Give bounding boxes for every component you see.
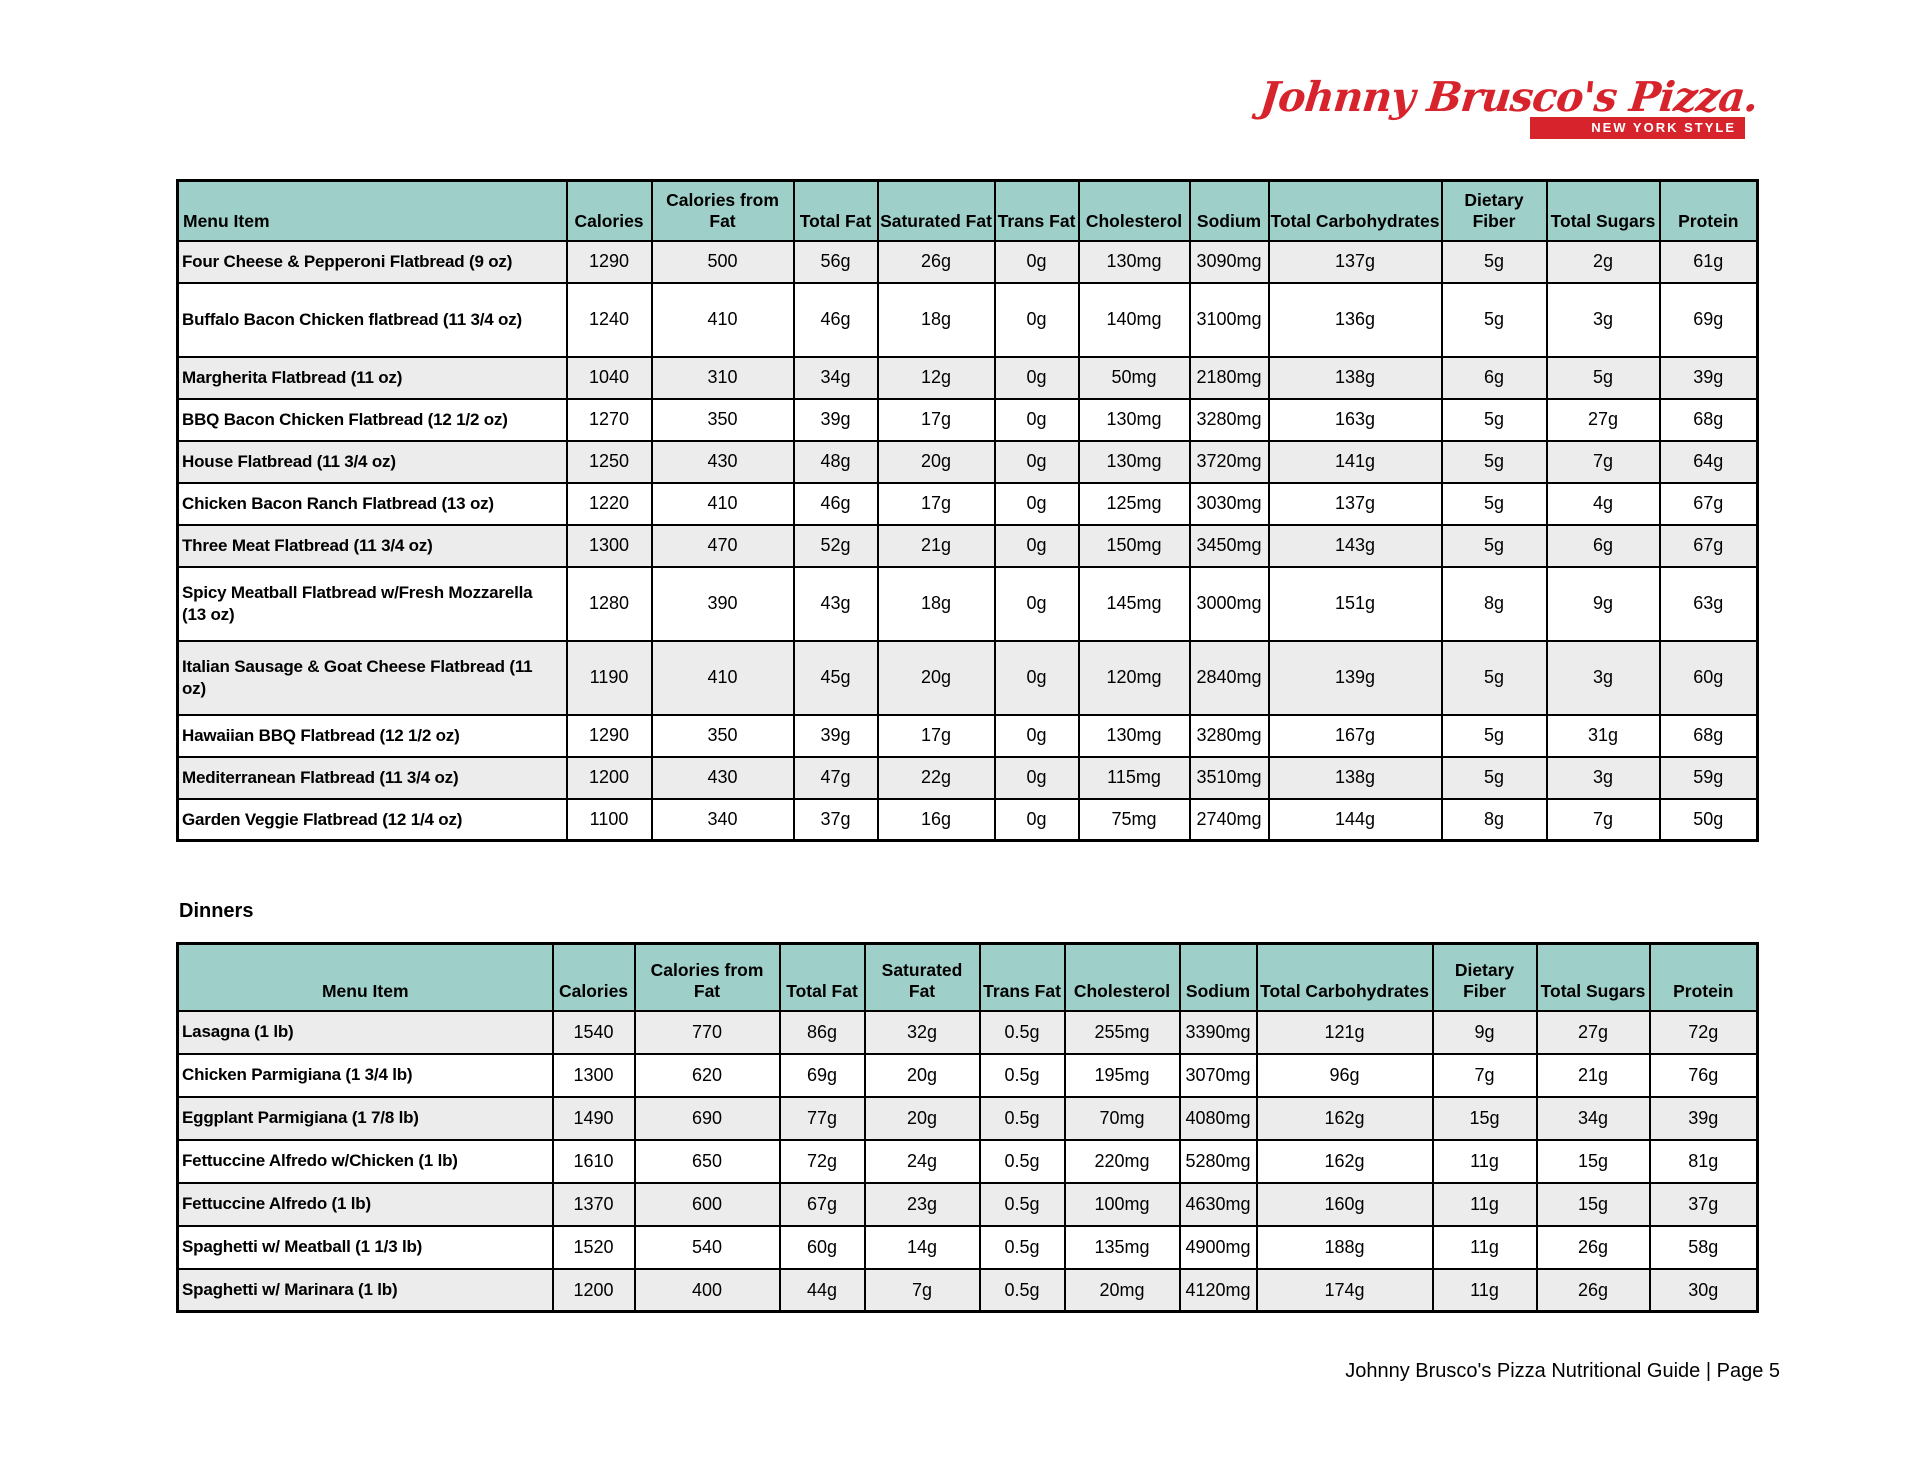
- value-cell: 6g: [1442, 357, 1547, 399]
- value-cell: 1270: [567, 399, 652, 441]
- value-cell: 340: [652, 799, 794, 841]
- value-cell: 60g: [1660, 641, 1758, 715]
- table-row: [178, 1226, 1758, 1269]
- value-cell: 14g: [865, 1226, 980, 1269]
- menu-item-cell: Chicken Parmigiana (1 3/4 lb): [178, 1054, 553, 1097]
- section-heading-dinners: Dinners: [179, 900, 254, 922]
- value-cell: 8g: [1442, 567, 1547, 641]
- value-cell: 67g: [1660, 525, 1758, 567]
- menu-item-cell: Lasagna (1 lb): [178, 1011, 553, 1054]
- value-cell: 67g: [1660, 483, 1758, 525]
- value-cell: 137g: [1269, 483, 1442, 525]
- value-cell: 68g: [1660, 715, 1758, 757]
- value-cell: 0g: [995, 241, 1079, 283]
- value-cell: 34g: [794, 357, 878, 399]
- column-header: Total Sugars: [1537, 944, 1650, 1011]
- value-cell: 3070mg: [1180, 1054, 1257, 1097]
- value-cell: 174g: [1257, 1269, 1433, 1312]
- value-cell: 48g: [794, 441, 878, 483]
- value-cell: 5g: [1442, 757, 1547, 799]
- value-cell: 310: [652, 357, 794, 399]
- menu-item-cell: Fettuccine Alfredo w/Chicken (1 lb): [178, 1140, 553, 1183]
- value-cell: 46g: [794, 483, 878, 525]
- value-cell: 44g: [780, 1269, 865, 1312]
- value-cell: 81g: [1650, 1140, 1758, 1183]
- value-cell: 50g: [1660, 799, 1758, 841]
- value-cell: 72g: [1650, 1011, 1758, 1054]
- value-cell: 140mg: [1079, 283, 1190, 357]
- value-cell: 31g: [1547, 715, 1660, 757]
- value-cell: 9g: [1547, 567, 1660, 641]
- value-cell: 7g: [865, 1269, 980, 1312]
- table-row: [178, 1269, 1758, 1312]
- value-cell: 1250: [567, 441, 652, 483]
- value-cell: 255mg: [1065, 1011, 1180, 1054]
- value-cell: 9g: [1433, 1011, 1537, 1054]
- table-row: [178, 1140, 1758, 1183]
- value-cell: 15g: [1537, 1183, 1650, 1226]
- menu-item-cell: Three Meat Flatbread (11 3/4 oz): [178, 525, 567, 567]
- value-cell: 1370: [553, 1183, 635, 1226]
- value-cell: 1520: [553, 1226, 635, 1269]
- value-cell: 0g: [995, 441, 1079, 483]
- brand-tagline: NEW YORK STYLE: [1530, 117, 1745, 139]
- value-cell: 125mg: [1079, 483, 1190, 525]
- value-cell: 410: [652, 483, 794, 525]
- menu-item-cell: House Flatbread (11 3/4 oz): [178, 441, 567, 483]
- column-header: Sodium: [1190, 181, 1269, 241]
- value-cell: 100mg: [1065, 1183, 1180, 1226]
- value-cell: 5g: [1442, 715, 1547, 757]
- table-row: [178, 1097, 1758, 1140]
- value-cell: 138g: [1269, 357, 1442, 399]
- table-row: [178, 715, 1758, 757]
- value-cell: 27g: [1537, 1011, 1650, 1054]
- value-cell: 400: [635, 1269, 780, 1312]
- value-cell: 1220: [567, 483, 652, 525]
- value-cell: 5280mg: [1180, 1140, 1257, 1183]
- value-cell: 26g: [1537, 1226, 1650, 1269]
- column-header: Saturated Fat: [865, 944, 980, 1011]
- value-cell: 3100mg: [1190, 283, 1269, 357]
- value-cell: 0g: [995, 483, 1079, 525]
- value-cell: 3720mg: [1190, 441, 1269, 483]
- value-cell: 410: [652, 641, 794, 715]
- value-cell: 5g: [1442, 399, 1547, 441]
- value-cell: 26g: [878, 241, 995, 283]
- value-cell: 6g: [1547, 525, 1660, 567]
- value-cell: 600: [635, 1183, 780, 1226]
- value-cell: 20g: [865, 1097, 980, 1140]
- column-header: Total Sugars: [1547, 181, 1660, 241]
- value-cell: 1540: [553, 1011, 635, 1054]
- value-cell: 27g: [1547, 399, 1660, 441]
- value-cell: 1610: [553, 1140, 635, 1183]
- value-cell: 21g: [1537, 1054, 1650, 1097]
- value-cell: 115mg: [1079, 757, 1190, 799]
- value-cell: 4900mg: [1180, 1226, 1257, 1269]
- value-cell: 17g: [878, 715, 995, 757]
- value-cell: 18g: [878, 283, 995, 357]
- table-row: [178, 241, 1758, 283]
- menu-item-cell: Fettuccine Alfredo (1 lb): [178, 1183, 553, 1226]
- table-row: [178, 483, 1758, 525]
- table-row: [178, 757, 1758, 799]
- value-cell: 139g: [1269, 641, 1442, 715]
- value-cell: 64g: [1660, 441, 1758, 483]
- value-cell: 30g: [1650, 1269, 1758, 1312]
- column-header: Menu Item: [178, 181, 567, 241]
- value-cell: 0g: [995, 357, 1079, 399]
- value-cell: 72g: [780, 1140, 865, 1183]
- column-header: Total Carbohydrates: [1269, 181, 1442, 241]
- column-header: Total Fat: [794, 181, 878, 241]
- value-cell: 69g: [1660, 283, 1758, 357]
- value-cell: 160g: [1257, 1183, 1433, 1226]
- value-cell: 4080mg: [1180, 1097, 1257, 1140]
- table-row: [178, 441, 1758, 483]
- value-cell: 46g: [794, 283, 878, 357]
- menu-item-cell: Mediterranean Flatbread (11 3/4 oz): [178, 757, 567, 799]
- menu-item-cell: Spaghetti w/ Meatball (1 1/3 lb): [178, 1226, 553, 1269]
- value-cell: 76g: [1650, 1054, 1758, 1097]
- value-cell: 220mg: [1065, 1140, 1180, 1183]
- menu-item-cell: Italian Sausage & Goat Cheese Flatbread (11 oz): [178, 641, 567, 715]
- value-cell: 430: [652, 441, 794, 483]
- value-cell: 7g: [1433, 1054, 1537, 1097]
- value-cell: 540: [635, 1226, 780, 1269]
- value-cell: 32g: [865, 1011, 980, 1054]
- value-cell: 37g: [794, 799, 878, 841]
- value-cell: 1490: [553, 1097, 635, 1140]
- value-cell: 0g: [995, 641, 1079, 715]
- value-cell: 0.5g: [980, 1226, 1065, 1269]
- value-cell: 69g: [780, 1054, 865, 1097]
- value-cell: 59g: [1660, 757, 1758, 799]
- menu-item-cell: Spicy Meatball Flatbread w/Fresh Mozzarella (13 oz): [178, 567, 567, 641]
- dinners-table: [176, 942, 1759, 1313]
- value-cell: 77g: [780, 1097, 865, 1140]
- value-cell: 0.5g: [980, 1011, 1065, 1054]
- menu-item-cell: Margherita Flatbread (11 oz): [178, 357, 567, 399]
- value-cell: 52g: [794, 525, 878, 567]
- menu-item-cell: Eggplant Parmigiana (1 7/8 lb): [178, 1097, 553, 1140]
- value-cell: 11g: [1433, 1140, 1537, 1183]
- value-cell: 86g: [780, 1011, 865, 1054]
- table-row: [178, 1054, 1758, 1097]
- value-cell: 75mg: [1079, 799, 1190, 841]
- column-header: Saturated Fat: [878, 181, 995, 241]
- value-cell: 0g: [995, 525, 1079, 567]
- value-cell: 11g: [1433, 1226, 1537, 1269]
- column-header: Total Fat: [780, 944, 865, 1011]
- column-header: Trans Fat: [995, 181, 1079, 241]
- value-cell: 18g: [878, 567, 995, 641]
- value-cell: 3510mg: [1190, 757, 1269, 799]
- value-cell: 0g: [995, 757, 1079, 799]
- value-cell: 0.5g: [980, 1140, 1065, 1183]
- value-cell: 1100: [567, 799, 652, 841]
- column-header: Calories from Fat: [635, 944, 780, 1011]
- value-cell: 39g: [1660, 357, 1758, 399]
- value-cell: 144g: [1269, 799, 1442, 841]
- value-cell: 143g: [1269, 525, 1442, 567]
- menu-item-cell: Hawaiian BBQ Flatbread (12 1/2 oz): [178, 715, 567, 757]
- column-header: Calories: [553, 944, 635, 1011]
- value-cell: 47g: [794, 757, 878, 799]
- value-cell: 162g: [1257, 1097, 1433, 1140]
- value-cell: 130mg: [1079, 241, 1190, 283]
- value-cell: 0g: [995, 399, 1079, 441]
- value-cell: 120mg: [1079, 641, 1190, 715]
- value-cell: 20g: [865, 1054, 980, 1097]
- value-cell: 5g: [1442, 441, 1547, 483]
- value-cell: 167g: [1269, 715, 1442, 757]
- value-cell: 2g: [1547, 241, 1660, 283]
- value-cell: 0.5g: [980, 1183, 1065, 1226]
- value-cell: 20g: [878, 441, 995, 483]
- value-cell: 24g: [865, 1140, 980, 1183]
- column-header: Total Carbohydrates: [1257, 944, 1433, 1011]
- table-row: [178, 525, 1758, 567]
- value-cell: 17g: [878, 399, 995, 441]
- column-header: Cholesterol: [1065, 944, 1180, 1011]
- value-cell: 1300: [553, 1054, 635, 1097]
- value-cell: 3280mg: [1190, 715, 1269, 757]
- value-cell: 3g: [1547, 757, 1660, 799]
- value-cell: 0.5g: [980, 1054, 1065, 1097]
- value-cell: 12g: [878, 357, 995, 399]
- value-cell: 50mg: [1079, 357, 1190, 399]
- value-cell: 350: [652, 399, 794, 441]
- value-cell: 5g: [1442, 283, 1547, 357]
- value-cell: 430: [652, 757, 794, 799]
- value-cell: 3030mg: [1190, 483, 1269, 525]
- value-cell: 0.5g: [980, 1097, 1065, 1140]
- menu-item-cell: Garden Veggie Flatbread (12 1/4 oz): [178, 799, 567, 841]
- value-cell: 1290: [567, 241, 652, 283]
- value-cell: 39g: [794, 399, 878, 441]
- value-cell: 130mg: [1079, 715, 1190, 757]
- value-cell: 138g: [1269, 757, 1442, 799]
- value-cell: 3390mg: [1180, 1011, 1257, 1054]
- page-footer: Johnny Brusco's Pizza Nutritional Guide | Page 5: [1345, 1360, 1780, 1382]
- header-row: [178, 944, 1758, 1011]
- value-cell: 1200: [553, 1269, 635, 1312]
- value-cell: 1290: [567, 715, 652, 757]
- value-cell: 470: [652, 525, 794, 567]
- value-cell: 5g: [1442, 641, 1547, 715]
- menu-item-cell: Four Cheese & Pepperoni Flatbread (9 oz): [178, 241, 567, 283]
- table-row: [178, 283, 1758, 357]
- column-header: Calories: [567, 181, 652, 241]
- value-cell: 23g: [865, 1183, 980, 1226]
- column-header: Protein: [1650, 944, 1758, 1011]
- value-cell: 34g: [1537, 1097, 1650, 1140]
- value-cell: 3000mg: [1190, 567, 1269, 641]
- menu-item-cell: Chicken Bacon Ranch Flatbread (13 oz): [178, 483, 567, 525]
- value-cell: 1040: [567, 357, 652, 399]
- value-cell: 8g: [1442, 799, 1547, 841]
- value-cell: 150mg: [1079, 525, 1190, 567]
- value-cell: 141g: [1269, 441, 1442, 483]
- value-cell: 43g: [794, 567, 878, 641]
- value-cell: 11g: [1433, 1183, 1537, 1226]
- value-cell: 45g: [794, 641, 878, 715]
- value-cell: 5g: [1442, 525, 1547, 567]
- value-cell: 2840mg: [1190, 641, 1269, 715]
- value-cell: 390: [652, 567, 794, 641]
- value-cell: 136g: [1269, 283, 1442, 357]
- value-cell: 15g: [1537, 1140, 1650, 1183]
- value-cell: 4g: [1547, 483, 1660, 525]
- flatbreads-table: [176, 179, 1759, 842]
- value-cell: 650: [635, 1140, 780, 1183]
- value-cell: 350: [652, 715, 794, 757]
- value-cell: 163g: [1269, 399, 1442, 441]
- value-cell: 162g: [1257, 1140, 1433, 1183]
- value-cell: 96g: [1257, 1054, 1433, 1097]
- column-header: Protein: [1660, 181, 1758, 241]
- column-header: Trans Fat: [980, 944, 1065, 1011]
- value-cell: 20g: [878, 641, 995, 715]
- value-cell: 70mg: [1065, 1097, 1180, 1140]
- value-cell: 7g: [1547, 799, 1660, 841]
- value-cell: 67g: [780, 1183, 865, 1226]
- value-cell: 690: [635, 1097, 780, 1140]
- column-header: Dietary Fiber: [1433, 944, 1537, 1011]
- value-cell: 1200: [567, 757, 652, 799]
- value-cell: 5g: [1547, 357, 1660, 399]
- brand-logo-text: Johnny Brusco's Pizza.: [1257, 73, 1760, 121]
- value-cell: 1190: [567, 641, 652, 715]
- value-cell: 60g: [780, 1226, 865, 1269]
- value-cell: 5g: [1442, 483, 1547, 525]
- value-cell: 188g: [1257, 1226, 1433, 1269]
- value-cell: 16g: [878, 799, 995, 841]
- value-cell: 22g: [878, 757, 995, 799]
- value-cell: 130mg: [1079, 441, 1190, 483]
- column-header: Dietary Fiber: [1442, 181, 1547, 241]
- value-cell: 620: [635, 1054, 780, 1097]
- value-cell: 145mg: [1079, 567, 1190, 641]
- value-cell: 0g: [995, 715, 1079, 757]
- value-cell: 3450mg: [1190, 525, 1269, 567]
- value-cell: 21g: [878, 525, 995, 567]
- column-header: Cholesterol: [1079, 181, 1190, 241]
- value-cell: 0.5g: [980, 1269, 1065, 1312]
- value-cell: 39g: [794, 715, 878, 757]
- value-cell: 4120mg: [1180, 1269, 1257, 1312]
- table-row: [178, 357, 1758, 399]
- menu-item-cell: Buffalo Bacon Chicken flatbread (11 3/4 oz): [178, 283, 567, 357]
- menu-item-cell: Spaghetti w/ Marinara (1 lb): [178, 1269, 553, 1312]
- value-cell: 37g: [1650, 1183, 1758, 1226]
- value-cell: 3280mg: [1190, 399, 1269, 441]
- value-cell: 61g: [1660, 241, 1758, 283]
- menu-item-cell: BBQ Bacon Chicken Flatbread (12 1/2 oz): [178, 399, 567, 441]
- column-header: Calories from Fat: [652, 181, 794, 241]
- value-cell: 17g: [878, 483, 995, 525]
- value-cell: 4630mg: [1180, 1183, 1257, 1226]
- value-cell: 15g: [1433, 1097, 1537, 1140]
- value-cell: 11g: [1433, 1269, 1537, 1312]
- value-cell: 410: [652, 283, 794, 357]
- value-cell: 2180mg: [1190, 357, 1269, 399]
- value-cell: 0g: [995, 799, 1079, 841]
- value-cell: 3g: [1547, 641, 1660, 715]
- value-cell: 63g: [1660, 567, 1758, 641]
- value-cell: 121g: [1257, 1011, 1433, 1054]
- value-cell: 151g: [1269, 567, 1442, 641]
- column-header: Menu Item: [178, 944, 553, 1011]
- value-cell: 1240: [567, 283, 652, 357]
- value-cell: 5g: [1442, 241, 1547, 283]
- value-cell: 130mg: [1079, 399, 1190, 441]
- value-cell: 26g: [1537, 1269, 1650, 1312]
- value-cell: 56g: [794, 241, 878, 283]
- table-row: [178, 799, 1758, 841]
- value-cell: 3090mg: [1190, 241, 1269, 283]
- value-cell: 135mg: [1065, 1226, 1180, 1269]
- value-cell: 39g: [1650, 1097, 1758, 1140]
- value-cell: 7g: [1547, 441, 1660, 483]
- value-cell: 770: [635, 1011, 780, 1054]
- value-cell: 68g: [1660, 399, 1758, 441]
- table-row: [178, 1011, 1758, 1054]
- table-row: [178, 399, 1758, 441]
- table-row: [178, 1183, 1758, 1226]
- value-cell: 0g: [995, 283, 1079, 357]
- value-cell: 20mg: [1065, 1269, 1180, 1312]
- table-row: [178, 641, 1758, 715]
- value-cell: 58g: [1650, 1226, 1758, 1269]
- value-cell: 195mg: [1065, 1054, 1180, 1097]
- value-cell: 0g: [995, 567, 1079, 641]
- value-cell: 3g: [1547, 283, 1660, 357]
- column-header: Sodium: [1180, 944, 1257, 1011]
- value-cell: 1280: [567, 567, 652, 641]
- value-cell: 2740mg: [1190, 799, 1269, 841]
- value-cell: 500: [652, 241, 794, 283]
- header-row: [178, 181, 1758, 241]
- brand-logo: [1257, 73, 1760, 139]
- value-cell: 137g: [1269, 241, 1442, 283]
- table-row: [178, 567, 1758, 641]
- value-cell: 1300: [567, 525, 652, 567]
